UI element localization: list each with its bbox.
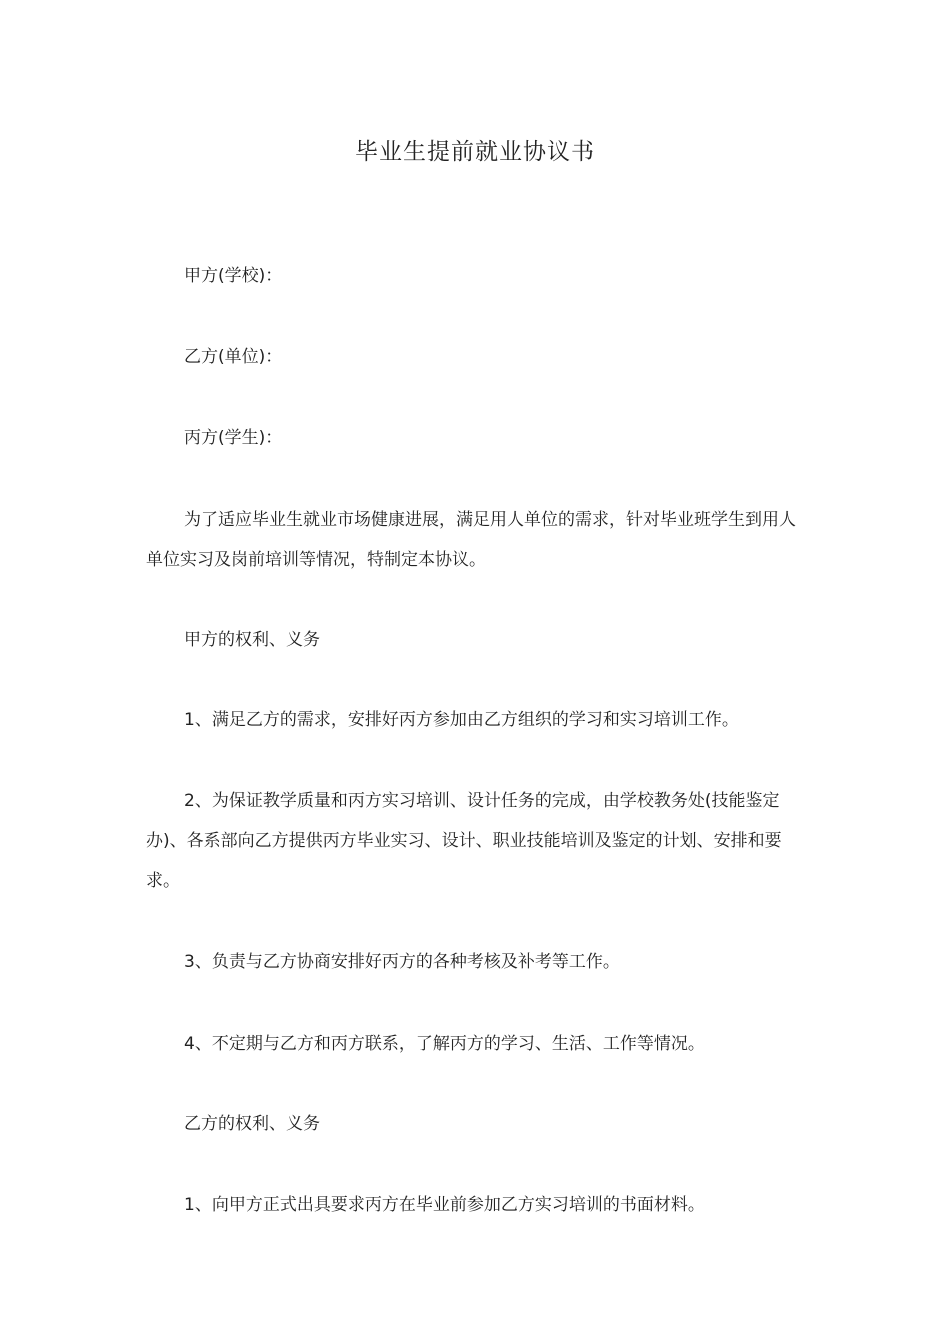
document-title: 毕业生提前就业协议书 bbox=[355, 139, 595, 165]
clause-b-1: 1、向甲方正式出具要求丙方在毕业前参加乙方实习培训的书面材料。 bbox=[184, 1195, 705, 1215]
clause-a-2: 2、为保证教学质量和丙方实习培训、设计任务的完成，由学校教务处(技能鉴定办)、各系部向乙方提供丙方毕业实习、设计、职业技能培训及鉴定的计划、安排和要求。 bbox=[146, 791, 782, 891]
clause-a-1: 1、满足乙方的需求，安排好丙方参加由乙方组织的学习和实习培训工作。 bbox=[184, 710, 739, 730]
section-heading-party-b: 乙方的权利、义务 bbox=[184, 1114, 320, 1134]
section-heading-party-a: 甲方的权利、义务 bbox=[184, 630, 320, 650]
clause-a-3: 3、负责与乙方协商安排好丙方的各种考核及补考等工作。 bbox=[184, 952, 620, 972]
clause-a-4: 4、不定期与乙方和丙方联系，了解丙方的学习、生活、工作等情况。 bbox=[184, 1034, 705, 1054]
party-c-line: 丙方(学生)： bbox=[184, 428, 283, 448]
party-a-line: 甲方(学校)： bbox=[184, 266, 283, 286]
intro-paragraph: 为了适应毕业生就业市场健康进展，满足用人单位的需求，针对毕业班学生到用人单位实习及岗前培训等情况，特制定本协议。 bbox=[146, 510, 796, 570]
party-b-line: 乙方(单位)： bbox=[184, 347, 283, 367]
